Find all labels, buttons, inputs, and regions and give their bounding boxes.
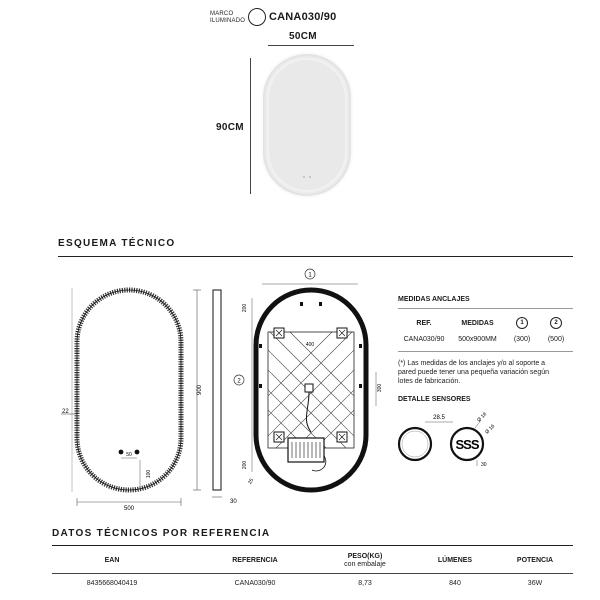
side-depth-label: 30 [230,499,237,505]
technical-drawing [0,260,390,512]
row-peso: 8,73 [358,580,372,587]
sensor-d2-label: Ø 16 [484,423,497,436]
height-dimension-line [250,58,251,194]
sensor-dot-icon [303,176,305,178]
row-potencia: 36W [527,580,543,587]
side-view [193,290,237,505]
back-view [190,269,390,490]
width-dimension-line [268,45,354,46]
back-inner-height-label: 300 [377,383,383,393]
switch-icon [305,384,313,392]
driver-box [288,438,324,462]
datos-title: DATOS TÉCNICOS POR REFERENCIA [52,528,271,539]
datos-divider [52,545,573,546]
col-peso [320,553,410,569]
model-title: CANA030/90 [269,11,337,23]
sensor-dot-icon [309,176,311,178]
col-referencia: REFERENCIA [232,557,278,564]
front-height-label: 900 [197,384,203,396]
side-margin-label: 22 [62,409,69,415]
anchors-row-1: (300) [513,335,531,343]
sensors-title: DETALLE SENSORES [398,396,471,403]
sensor-gap-label: 50 [126,452,132,458]
anchors-row-medidas: 500x900MM [458,335,497,343]
marker-1-label: 1 [308,272,312,279]
col-peso-line1: PESO(KG) [347,553,383,560]
side-profile [213,290,221,490]
anchors-col-2: 2 [550,317,562,329]
anchors-col-1: 1 [516,317,528,329]
anchors-table [398,315,573,347]
back-hatch [190,332,390,448]
front-outline [77,290,181,490]
datos-header-rule [52,573,573,574]
row-ean: 8435668040419 [86,580,138,587]
anchors-col-ref: REF. [416,319,432,327]
sensor-height-label: 100 [146,469,152,479]
col-lumenes: LÚMENES [437,557,473,564]
sensor-detail-drawing [395,408,505,470]
row-lumenes: 840 [449,580,461,587]
height-label: 90CM [216,122,244,133]
sensor-left-icon [119,450,124,455]
front-width-label: 500 [123,506,135,512]
anchors-row-2: (500) [547,335,565,343]
sensor-right-icon [135,450,140,455]
front-view [61,288,181,512]
sensor-depth-label: 30 [481,462,487,468]
anchors-row-ref: CANA030/90 [403,335,445,343]
row-referencia: CANA030/90 [234,580,276,587]
frame-label [210,11,245,25]
marker-2-label: 2 [237,378,241,385]
scheme-divider [58,256,573,257]
anchors-row-divider [398,351,573,352]
frame-label-line2: ILUMINADO [210,18,246,24]
back-depth-label: 25 [247,477,256,486]
back-bottom-label: 200 [242,460,248,470]
col-peso-line2: con embalaje [344,561,386,568]
scheme-title: ESQUEMA TÉCNICO [58,238,176,249]
frame-label-line1: MARCO [210,11,234,17]
sensor-ring-icon [399,428,431,460]
sensor-width-label: 28.5 [433,415,445,421]
sensor-d1-label: Ø 18 [476,411,489,424]
anchors-note: (*) Las medidas de los anclajes y/o al soporte a pared puede tener una pequeña variación según lotes de fabricación. [398,360,550,385]
anchors-divider [398,308,573,309]
frame-circle-icon [248,8,266,26]
col-ean: EAN [104,557,120,564]
width-label: 50CM [289,31,317,42]
anchors-col-medidas: MEDIDAS [461,319,494,327]
back-inner-width-label: 400 [305,342,315,348]
sensor-text: SSS [455,437,479,452]
mirror-preview [263,54,351,196]
back-top-label: 200 [242,303,248,313]
mirror-glass [269,60,345,190]
col-potencia: POTENCIA [516,557,554,564]
front-frame [77,290,181,490]
anchors-title: MEDIDAS ANCLAJES [398,296,470,303]
